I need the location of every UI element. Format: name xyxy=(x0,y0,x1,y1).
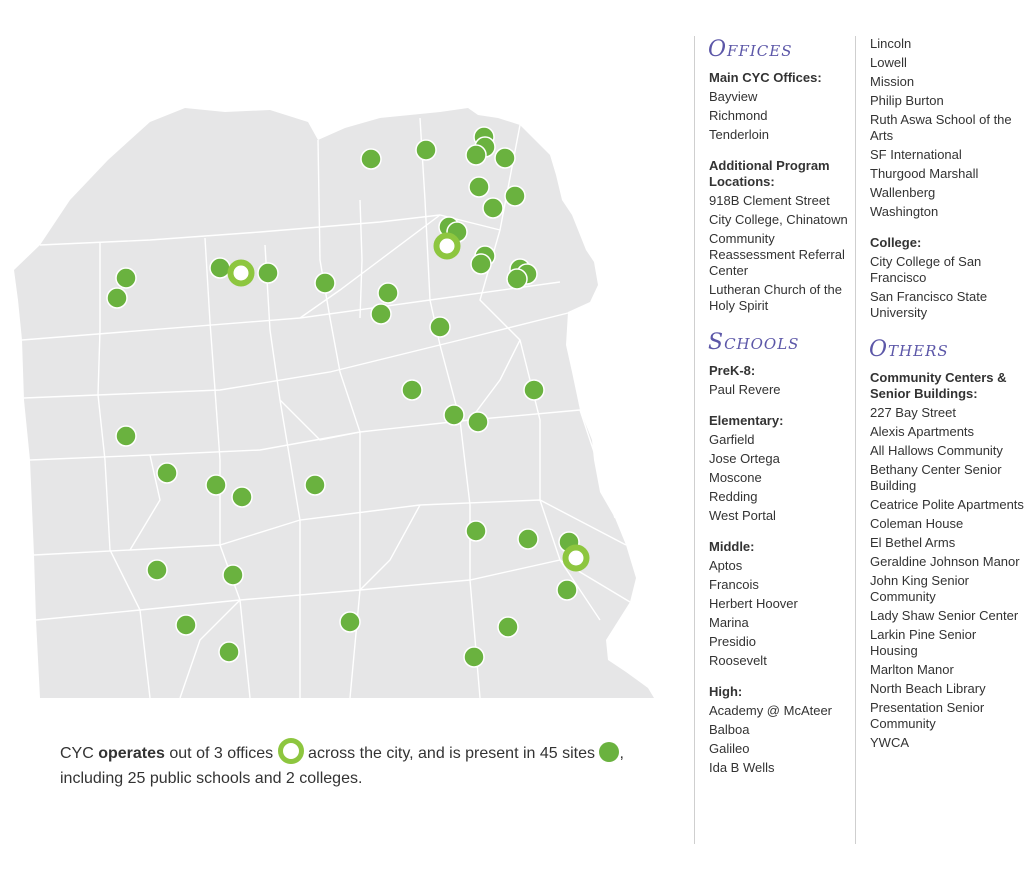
list-item: Academy @ McAteer xyxy=(709,703,833,718)
legend-column-1 xyxy=(694,36,855,844)
prek-label: PreK-8: xyxy=(709,363,756,378)
main-offices-group xyxy=(709,70,855,143)
list-item: Thurgood Marshall xyxy=(870,166,979,181)
list-item: Wallenberg xyxy=(870,185,936,200)
list-item: Tenderloin xyxy=(709,127,769,142)
site-marker xyxy=(505,186,525,206)
high-continued-group xyxy=(870,36,1024,220)
list-item: Marina xyxy=(709,615,749,630)
additional-locations-group xyxy=(709,158,855,314)
site-marker xyxy=(378,283,398,303)
high-group xyxy=(709,684,855,776)
site-marker xyxy=(219,642,239,662)
site-marker xyxy=(116,426,136,446)
college-group xyxy=(870,235,1024,321)
list-item: Larkin Pine Senior Housing xyxy=(870,627,977,658)
list-item: Presentation Senior Community xyxy=(870,700,985,731)
list-item: All Hallows Community xyxy=(870,443,1003,458)
site-marker xyxy=(210,258,230,278)
list-item: North Beach Library xyxy=(870,681,986,696)
list-item: Lutheran Church of the Holy Spirit xyxy=(709,282,842,313)
middle-list xyxy=(709,558,855,669)
caption-part1: CYC xyxy=(60,745,99,762)
list-item: Francois xyxy=(709,577,759,592)
high-label: High: xyxy=(709,684,743,699)
site-marker xyxy=(444,405,464,425)
map-caption xyxy=(60,738,680,791)
list-item: Balboa xyxy=(709,722,750,737)
caption-part2: out of 3 offices xyxy=(164,745,278,762)
college-list xyxy=(870,254,1024,321)
office-marker xyxy=(231,263,252,284)
site-marker xyxy=(157,463,177,483)
list-item: Bayview xyxy=(709,89,758,104)
list-item: Mission xyxy=(870,74,915,89)
main-offices-list xyxy=(709,89,855,143)
additional-locations-label: Additional Program Locations: xyxy=(709,158,830,189)
list-item: Ida B Wells xyxy=(709,760,775,775)
prek-group xyxy=(709,363,855,398)
list-item: San Francisco State University xyxy=(870,289,988,320)
site-marker xyxy=(469,177,489,197)
legend-column-2 xyxy=(855,36,1024,844)
site-marker xyxy=(107,288,127,308)
list-item: Aptos xyxy=(709,558,743,573)
schools-heading: Schools xyxy=(708,330,800,355)
list-item: Coleman House xyxy=(870,516,964,531)
others-heading: Others xyxy=(869,337,949,362)
list-item: Alexis Apartments xyxy=(870,424,975,439)
site-marker xyxy=(176,615,196,635)
prek-list xyxy=(709,382,855,398)
site-marker xyxy=(223,565,243,585)
site-marker xyxy=(471,254,491,274)
site-marker xyxy=(468,412,488,432)
site-marker xyxy=(507,269,527,289)
site-marker xyxy=(315,273,335,293)
list-item: City College of San Francisco xyxy=(870,254,982,285)
list-item: Lady Shaw Senior Center xyxy=(870,608,1019,623)
elementary-label: Elementary: xyxy=(709,413,784,428)
caption-line2: including 25 public schools and 2 colleges. xyxy=(60,770,363,787)
site-marker xyxy=(518,529,538,549)
caption-bold: operates xyxy=(98,745,165,762)
list-item: City College, Chinatown xyxy=(709,212,848,227)
site-marker xyxy=(361,149,381,169)
list-item: Ceatrice Polite Apartments xyxy=(870,497,1024,512)
list-item: Moscone xyxy=(709,470,762,485)
site-marker xyxy=(466,521,486,541)
list-item: YWCA xyxy=(870,735,909,750)
site-marker xyxy=(402,380,422,400)
additional-locations-list xyxy=(709,193,855,314)
site-marker xyxy=(371,304,391,324)
others-list xyxy=(870,405,1024,751)
middle-label: Middle: xyxy=(709,539,755,554)
list-item: SF International xyxy=(870,147,962,162)
city-land xyxy=(14,108,654,698)
list-item: 918B Clement Street xyxy=(709,193,830,208)
caption-part3: across the city, and is present in 45 sites xyxy=(303,745,600,762)
site-marker xyxy=(258,263,278,283)
list-item: Washington xyxy=(870,204,939,219)
list-item: John King Senior Community xyxy=(870,573,970,604)
offices-heading: Offices xyxy=(708,37,793,62)
high-list-part1 xyxy=(709,703,855,776)
list-item: Ruth Aswa School of the Arts xyxy=(870,112,1012,143)
list-item: Presidio xyxy=(709,634,756,649)
office-marker xyxy=(437,236,458,257)
caption-part4: , xyxy=(619,745,624,762)
list-item: Richmond xyxy=(709,108,768,123)
list-item: Bethany Center Senior Building xyxy=(870,462,1002,493)
site-marker xyxy=(416,140,436,160)
high-list-part2 xyxy=(870,36,1024,220)
site-marker xyxy=(340,612,360,632)
list-item: Redding xyxy=(709,489,758,504)
list-item: Roosevelt xyxy=(709,653,767,668)
site-marker xyxy=(524,380,544,400)
list-item: Community Reassessment Referral Center xyxy=(709,231,845,278)
site-marker xyxy=(305,475,325,495)
list-item: Paul Revere xyxy=(709,382,781,397)
site-marker xyxy=(557,580,577,600)
site-marker xyxy=(147,560,167,580)
list-item: El Bethel Arms xyxy=(870,535,956,550)
list-item: Lowell xyxy=(870,55,907,70)
college-label: College: xyxy=(870,235,922,250)
site-dot-icon xyxy=(599,742,619,762)
others-label: Community Centers & Senior Buildings: xyxy=(870,370,1007,401)
site-marker xyxy=(495,148,515,168)
list-item: Herbert Hoover xyxy=(709,596,798,611)
list-item: West Portal xyxy=(709,508,776,523)
site-marker xyxy=(430,317,450,337)
elementary-list xyxy=(709,432,855,524)
site-marker xyxy=(116,268,136,288)
list-item: Garfield xyxy=(709,432,755,447)
site-marker xyxy=(464,647,484,667)
list-item: Philip Burton xyxy=(870,93,944,108)
list-item: Geraldine Johnson Manor xyxy=(870,554,1020,569)
list-item: 227 Bay Street xyxy=(870,405,956,420)
site-marker xyxy=(466,145,486,165)
site-marker xyxy=(498,617,518,637)
list-item: Marlton Manor xyxy=(870,662,954,677)
office-ring-icon xyxy=(278,738,304,764)
middle-group xyxy=(709,539,855,669)
elementary-group xyxy=(709,413,855,524)
list-item: Lincoln xyxy=(870,36,912,51)
main-offices-label: Main CYC Offices: xyxy=(709,70,822,85)
list-item: Galileo xyxy=(709,741,750,756)
site-marker xyxy=(206,475,226,495)
site-marker xyxy=(483,198,503,218)
list-item: Jose Ortega xyxy=(709,451,780,466)
others-group xyxy=(870,370,1024,751)
office-marker xyxy=(566,548,587,569)
site-marker xyxy=(232,487,252,507)
